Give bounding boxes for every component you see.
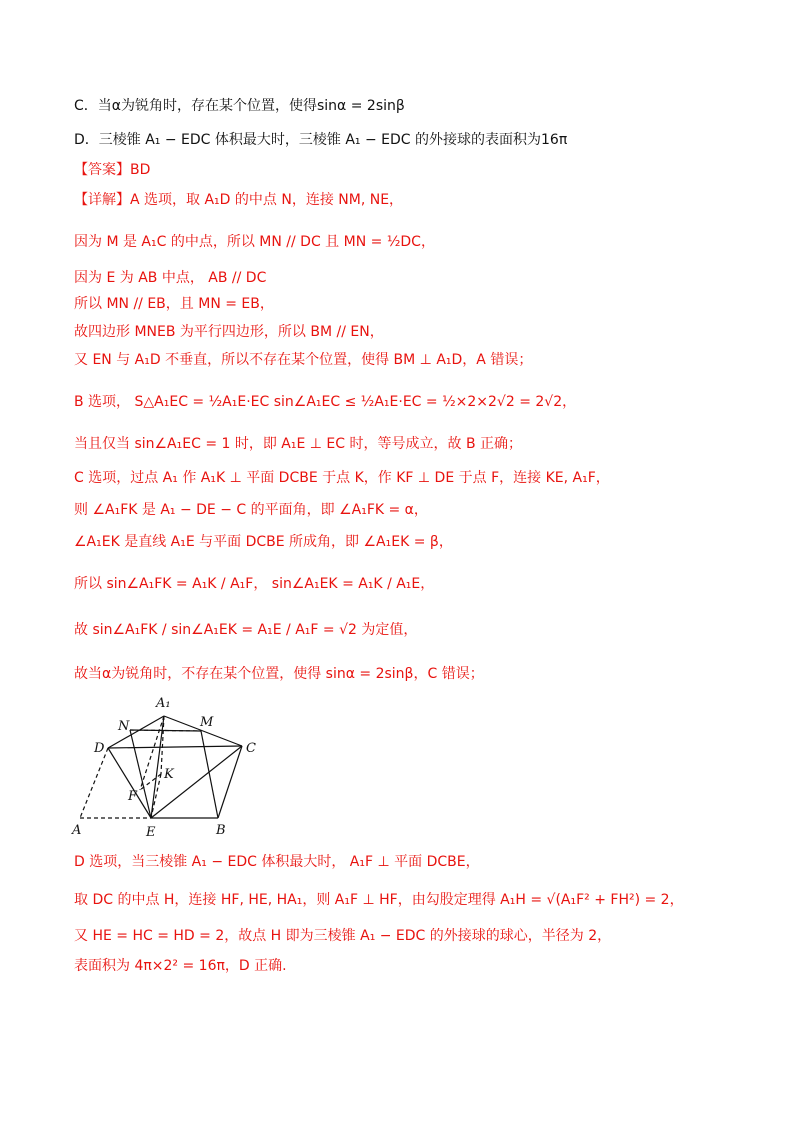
explanation-c-5: 故 sin∠A₁FK / sin∠A₁EK = A₁E / A₁F = √2 为定值，	[74, 622, 418, 638]
explanation-c-6: 故当α为锐角时，不存在某个位置，使得 sinα = 2sinβ，C 错误；	[74, 666, 484, 682]
explanation-a-4: 所以 MN // EB，且 MN = EB，	[74, 296, 274, 312]
option-c: C．当α为锐角时，存在某个位置，使得sinα = 2sinβ	[74, 98, 405, 114]
explanation-a-1: 【详解】A 选项，取 A₁D 的中点 N，连接 NM, NE，	[74, 192, 404, 208]
answer: 【答案】BD	[74, 162, 151, 178]
explanation-c-2: 则 ∠A₁FK 是 A₁ − DE − C 的平面角，即 ∠A₁FK = α，	[74, 502, 428, 518]
explanation-a-5: 故四边形 MNEB 为平行四边形，所以 BM // EN，	[74, 324, 384, 340]
edge-e-c	[151, 746, 242, 818]
label-k: K	[164, 767, 174, 782]
label-n: N	[118, 719, 130, 734]
option-d: D．三棱锥 A₁ − EDC 体积最大时，三棱锥 A₁ − EDC 的外接球的表面积为16π	[74, 132, 568, 148]
edge-d-c	[108, 746, 242, 748]
explanation-a-3: 因为 E 为 AB 中点， AB // DC	[74, 270, 267, 286]
edge-k-f	[140, 774, 161, 790]
edge-m-b	[201, 731, 218, 818]
label-c: C	[246, 741, 256, 756]
explanation-d-2: 取 DC 的中点 H，连接 HF, HE, HA₁，则 A₁F ⊥ HF，由勾股定理得 A₁H = √(A₁F² + FH²) = 2，	[74, 892, 684, 908]
edge-n-e	[130, 730, 151, 818]
explanation-a-6: 又 EN 与 A₁D 不垂直，所以不存在某个位置，使得 BM ⊥ A₁D，A 错误；	[74, 352, 533, 368]
explanation-c-4: 所以 sin∠A₁FK = A₁K / A₁F， sin∠A₁EK = A₁K / A₁E，	[74, 576, 435, 592]
label-a1: A₁	[156, 696, 171, 711]
explanation-c-1: C 选项，过点 A₁ 作 A₁K ⊥ 平面 DCBE 于点 K，作 KF ⊥ DE 于点 F，连接 KE, A₁F，	[74, 470, 610, 486]
label-d: D	[94, 741, 105, 756]
explanation-c-3: ∠A₁EK 是直线 A₁E 与平面 DCBE 所成角，即 ∠A₁EK = β，	[74, 534, 453, 550]
explanation-d-4: 表面积为 4π×2² = 16π，D 正确.	[74, 958, 287, 974]
explanation-d-1: D 选项，当三棱锥 A₁ − EDC 体积最大时， A₁F ⊥ 平面 DCBE，	[74, 854, 480, 870]
edge-a1-e	[151, 716, 164, 818]
explanation-a-2: 因为 M 是 A₁C 的中点，所以 MN // DC 且 MN = ½DC，	[74, 234, 435, 250]
edge-d-a	[80, 748, 108, 818]
explanation-b-2: 当且仅当 sin∠A₁EC = 1 时，即 A₁E ⊥ EC 时，等号成立，故 B 正确；	[74, 436, 523, 452]
label-f: F	[128, 789, 138, 804]
edge-d-e	[108, 748, 151, 818]
label-m: M	[200, 715, 214, 730]
edge-c-b	[218, 746, 242, 818]
geometry-figure	[70, 694, 270, 844]
explanation-d-3: 又 HE = HC = HD = 2，故点 H 即为三棱锥 A₁ − EDC 的外接球的球心，半径为 2，	[74, 928, 612, 944]
label-b: B	[216, 823, 226, 838]
label-e: E	[146, 825, 156, 840]
label-a: A	[72, 823, 82, 838]
explanation-b-1: B 选项， S△A₁EC = ½A₁E·EC sin∠A₁EC ≤ ½A₁E·EC = ½×2×2√2 = 2√2，	[74, 394, 577, 410]
